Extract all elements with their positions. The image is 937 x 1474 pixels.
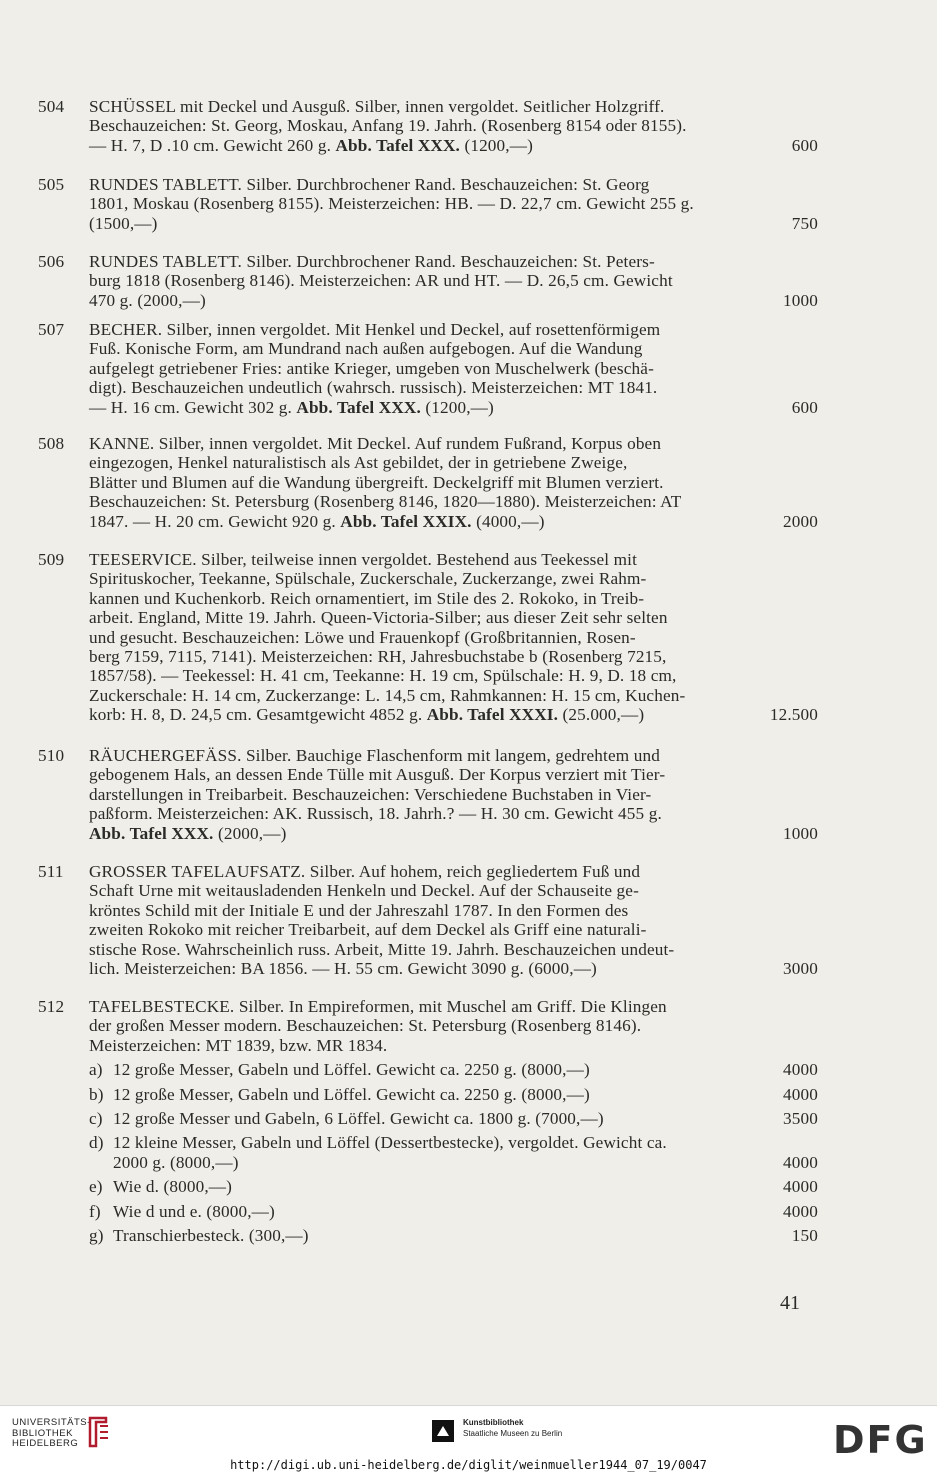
- entry-line: Fuß. Konische Form, am Mundrand nach außen aufgebogen. Auf die Wandung: [89, 339, 643, 359]
- entry-line: Spirituskocher, Teekanne, Spülschale, Zuckerschale, Zuckerzange, zwei Rahm-: [89, 569, 647, 589]
- ub-line: UNIVERSITÄTS-: [12, 1417, 91, 1428]
- entry-line: Blätter und Blumen auf die Wandung übergreift. Deckelgriff mit Blumen verziert.: [89, 472, 664, 492]
- entry-511: [38, 862, 818, 978]
- price: 600: [791, 135, 818, 155]
- entry-line: RUNDES TABLETT. Silber. Durchbrochener Rand. Beschauzeichen: St. Peters-: [89, 252, 655, 271]
- lot-number: 507: [38, 320, 65, 339]
- price: 600: [791, 397, 818, 417]
- lot-number: 511: [38, 862, 64, 881]
- entry-text: lich. Meisterzeichen: BA 1856. — H. 55 cm. Gewicht 3090 g. (6000,—): [89, 959, 597, 979]
- entry-line: BECHER. Silber, innen vergoldet. Mit Henkel und Deckel, auf rosettenförmigem: [89, 320, 661, 339]
- kunstbibliothek-logo-icon: [432, 1420, 456, 1442]
- sub-item-b: [89, 1085, 818, 1104]
- sub-text: 12 kleine Messer, Gabeln und Löffel (Dessertbestecke), vergoldet. Gewicht ca.: [113, 1133, 667, 1153]
- estimate: (2000,—): [213, 823, 287, 843]
- price: 750: [791, 213, 818, 233]
- sub-label: d): [89, 1133, 104, 1153]
- entry-510: [38, 746, 818, 843]
- entry-line: gebogenem Hals, an dessen Ende Tülle mit Ausguß. Der Korpus verziert mit Tier-: [89, 765, 666, 785]
- entry-line: KANNE. Silber, innen vergoldet. Mit Deckel. Auf rundem Fußrand, Korpus oben: [89, 434, 662, 453]
- entry-line: darstellungen in Treibarbeit. Beschauzeichen: Verschiedene Buchstaben in Vier-: [89, 784, 652, 804]
- dfg-logo[interactable]: DFG: [833, 1418, 928, 1462]
- sub-item-d: [89, 1133, 818, 1172]
- entry-text: (1500,—): [89, 213, 158, 233]
- lot-number: 508: [38, 434, 65, 453]
- price: 150: [791, 1226, 818, 1246]
- sub-text: Wie d. (8000,—): [113, 1177, 232, 1197]
- sub-label: b): [89, 1084, 104, 1104]
- estimate: (1200,—): [460, 135, 533, 155]
- ub-line: BIBLIOTHEK: [12, 1427, 73, 1439]
- lot-number: 506: [38, 252, 65, 271]
- entry-509: [38, 550, 818, 725]
- estimate: (4000,—): [471, 511, 545, 531]
- footer-bar: [0, 1405, 937, 1474]
- price: 2000: [783, 511, 818, 531]
- sub-item-c: [89, 1109, 818, 1128]
- entry-line: TAFELBESTECKE. Silber. In Empireformen, mit Muschel am Griff. Die Klingen: [89, 997, 667, 1016]
- lot-number: 504: [38, 97, 65, 116]
- lot-number: 510: [38, 746, 65, 765]
- plate-reference: Abb. Tafel XXX.: [89, 823, 214, 843]
- entry-line: RUNDES TABLETT. Silber. Durchbrochener Rand. Beschauzeichen: St. Georg: [89, 175, 650, 194]
- entry-line: kröntes Schild mit der Initiale E und der Jahreszahl 1787. In den Formen des: [89, 900, 629, 920]
- price: 4000: [783, 1152, 818, 1172]
- sub-text: 12 große Messer und Gabeln, 6 Löffel. Gewicht ca. 1800 g. (7000,—): [113, 1109, 604, 1129]
- entry-line: burg 1818 (Rosenberg 8146). Meisterzeichen: AR und HT. — D. 26,5 cm. Gewicht: [89, 271, 673, 291]
- lot-number: 505: [38, 175, 65, 194]
- entry-line: kannen und Kuchenkorb. Reich ornamentiert, im Stile des 2. Rokoko, in Treib-: [89, 588, 645, 608]
- entry-506: [38, 252, 818, 310]
- plate-reference: Abb. Tafel XXX.: [335, 135, 460, 155]
- sub-label: c): [89, 1109, 103, 1129]
- kb-title: Kunstbibliothek: [463, 1418, 524, 1427]
- entry-line: Beschauzeichen: St. Petersburg (Rosenberg 8146, 1820—1880). Meisterzeichen: AT: [89, 492, 682, 512]
- price: 12.500: [769, 705, 818, 725]
- entry-line: und gesucht. Beschauzeichen: Löwe und Frauenkopf (Großbritannien, Rosen-: [89, 627, 636, 647]
- entry-line: zweiten Rokoko mit reicher Treibarbeit, auf dem Deckel als Griff eine naturali-: [89, 920, 647, 940]
- entry-line: der großen Messer modern. Beschauzeichen: St. Petersburg (Rosenberg 8146).: [89, 1016, 642, 1036]
- lot-number: 512: [38, 997, 65, 1016]
- price: 3500: [783, 1109, 818, 1129]
- entry-line: digt). Beschauzeichen undeutlich (wahrsch. russisch). Meisterzeichen: MT 1841.: [89, 378, 658, 398]
- entry-512: [38, 997, 818, 1245]
- entry-line: GROSSER TAFELAUFSATZ. Silber. Auf hohem, reich gegliedertem Fuß und: [89, 862, 641, 881]
- entry-504: [38, 97, 818, 155]
- entry-line: Schaft Urne mit weitausladenden Henkeln und Deckel. Auf der Schauseite ge-: [89, 881, 639, 901]
- entry-line: berg 7159, 7115, 7141). Meisterzeichen: RH, Jahresbuchstabe b (Rosenberg 7215,: [89, 647, 667, 667]
- plate-reference: Abb. Tafel XXIX.: [340, 511, 472, 531]
- sub-label: e): [89, 1177, 103, 1197]
- sub-text: Wie d und e. (8000,—): [113, 1201, 275, 1221]
- sub-text: 12 große Messer, Gabeln und Löffel. Gewicht ca. 2250 g. (8000,—): [113, 1060, 590, 1080]
- sub-text-cont: 2000 g. (8000,—): [113, 1152, 239, 1172]
- entry-line: paßform. Meisterzeichen: AK. Russisch, 18. Jahrh.? — H. 30 cm. Gewicht 455 g.: [89, 804, 662, 824]
- entry-text: 1847. — H. 20 cm. Gewicht 920 g.: [89, 511, 341, 531]
- entry-line: 1857/58). — Teekessel: H. 41 cm, Teekanne: H. 19 cm, Spülschale: H. 9, D. 18 cm,: [89, 666, 677, 686]
- ub-heidelberg-wordmark[interactable]: [12, 1418, 91, 1450]
- sub-label: a): [89, 1060, 103, 1080]
- entry-text: — H. 7, D .10 cm. Gewicht 260 g.: [89, 135, 336, 155]
- price: 4000: [783, 1060, 818, 1080]
- page-number: 41: [780, 1292, 800, 1314]
- estimate: (1200,—): [420, 397, 494, 417]
- entry-505: [38, 175, 818, 233]
- ub-heidelberg-logo-icon: [84, 1414, 112, 1450]
- entry-line: 1801, Moskau (Rosenberg 8155). Meisterzeichen: HB. — D. 22,7 cm. Gewicht 255 g.: [89, 194, 694, 214]
- sub-text: Transchierbesteck. (300,—): [113, 1226, 309, 1246]
- plate-reference: Abb. Tafel XXXI.: [426, 705, 559, 725]
- entry-line: stische Rose. Wahrscheinlich russ. Arbeit, Mitte 19. Jahrh. Beschauzeichen undeut-: [89, 939, 675, 959]
- sub-item-e: [89, 1177, 818, 1196]
- entry-line: eingezogen, Henkel naturalistisch als Ast gebildet, der in getriebene Zweige,: [89, 453, 628, 473]
- price: 3000: [783, 959, 818, 979]
- plate-reference: Abb. Tafel XXX.: [296, 397, 421, 417]
- entry-line: Beschauzeichen: St. Georg, Moskau, Anfang 19. Jahrh. (Rosenberg 8154 oder 8155).: [89, 116, 687, 136]
- entry-line: arbeit. England, Mitte 19. Jahrh. Queen-Victoria-Silber; aus dieser Zeit sehr selten: [89, 608, 668, 628]
- entry-text: — H. 16 cm. Gewicht 302 g.: [89, 397, 297, 417]
- sub-item-a: [89, 1060, 818, 1079]
- price: 4000: [783, 1177, 818, 1197]
- kunstbibliothek-wordmark[interactable]: [463, 1417, 562, 1439]
- price: 1000: [783, 823, 818, 843]
- ub-line: HEIDELBERG: [12, 1438, 79, 1449]
- price: 4000: [783, 1201, 818, 1221]
- sub-item-g: [89, 1226, 818, 1245]
- sub-label: g): [89, 1226, 104, 1246]
- entry-line: aufgelegt getriebener Fries: antike Krieger, umgeben von Muschelwerk (beschä-: [89, 358, 654, 378]
- entry-line: RÄUCHERGEFÄSS. Silber. Bauchige Flaschenform mit langem, gedrehtem und: [89, 746, 660, 765]
- source-url-link[interactable]: http://digi.ub.uni-heidelberg.de/diglit/weinmueller1944_07_19/0047: [230, 1458, 707, 1472]
- entry-507: [38, 320, 818, 417]
- kb-subtitle: Staatliche Museen zu Berlin: [463, 1429, 563, 1438]
- price: 4000: [783, 1084, 818, 1104]
- sub-item-f: [89, 1202, 818, 1221]
- entry-line: Meisterzeichen: MT 1839, bzw. MR 1834.: [89, 1035, 388, 1055]
- entry-line: SCHÜSSEL mit Deckel und Ausguß. Silber, innen vergoldet. Seitlicher Holzgriff.: [89, 97, 665, 116]
- lot-number: 509: [38, 550, 65, 569]
- entry-text: 470 g. (2000,—): [89, 290, 206, 310]
- sub-text: 12 große Messer, Gabeln und Löffel. Gewicht ca. 2250 g. (8000,—): [113, 1084, 590, 1104]
- entry-line: TEESERVICE. Silber, teilweise innen vergoldet. Bestehend aus Teekessel mit: [89, 550, 638, 569]
- entry-line: Zuckerschale: H. 14 cm, Zuckerzange: L. 14,5 cm, Rahmkannen: H. 15 cm, Kuchen-: [89, 685, 686, 705]
- price: 1000: [783, 290, 818, 310]
- sub-label: f): [89, 1201, 101, 1221]
- entry-508: [38, 434, 818, 531]
- entry-text: korb: H. 8, D. 24,5 cm. Gesamtgewicht 4852 g.: [89, 705, 427, 725]
- estimate: (25.000,—): [558, 705, 645, 725]
